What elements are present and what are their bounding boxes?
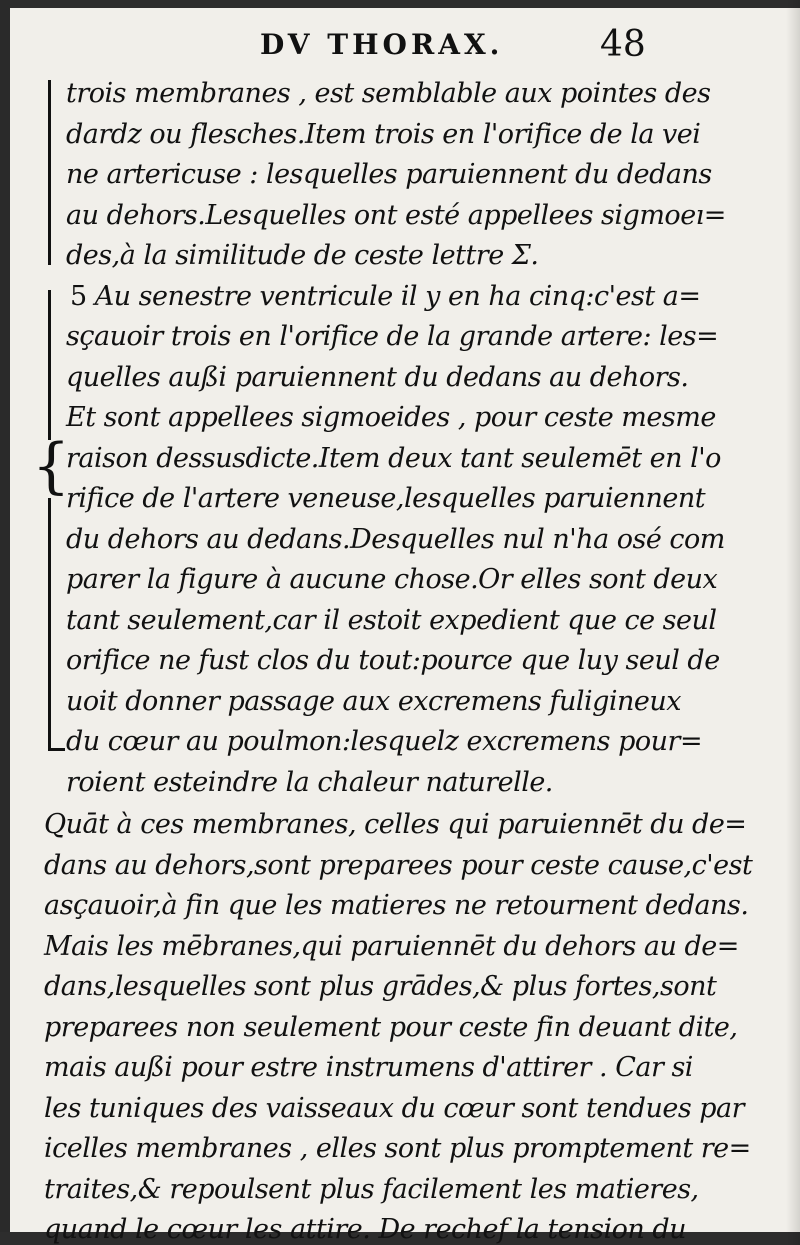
margin-bracket xyxy=(48,498,65,751)
margin-bracket xyxy=(48,80,59,265)
text-span: Au senestre ventricule il y en ha cinq:c'est a= xyxy=(94,280,701,312)
text-line: asçauoir,à fin que les matieres ne retournent dedans. xyxy=(44,890,749,921)
page-shadow xyxy=(786,0,800,1245)
text-line: mais außi pour estre instrumens d'attirer . Car si xyxy=(44,1052,693,1083)
text-line: raison dessusdicte.Item deux tant seulemēt en l'o xyxy=(66,442,721,474)
text-line: preparees non seulement pour ceste fin deuant dite, xyxy=(44,1011,738,1043)
text-line: parer la figure à aucune chose.Or elles sont deux xyxy=(66,564,718,595)
text-line: tant seulement,car il estoit expedient que ce seul xyxy=(66,604,717,636)
text-line: des,à la similitude de ceste lettre Σ. xyxy=(66,240,539,271)
text-line: uoit donner passage aux excremens fuligineux xyxy=(66,685,682,717)
text-line: orifice ne fust clos du tout:pource que luy seul de xyxy=(66,645,720,676)
text-line: Mais les mēbranes,qui paruiennēt du dehors au de= xyxy=(44,930,739,962)
text-line: les tuniques des vaisseaux du cœur sont tendues par xyxy=(44,1092,745,1124)
section-number: 5 xyxy=(70,280,87,312)
running-head: DV THORAX. xyxy=(260,28,504,61)
text-line xyxy=(70,281,701,313)
margin-bracket xyxy=(48,290,59,440)
text-line: dans,lesquelles sont plus grādes,& plus fortes,sont xyxy=(44,971,717,1002)
text-line: au dehors.Lesquelles ont esté appellees sigmoeı= xyxy=(66,199,726,231)
text-line: quand le cœur les attire. De rechef la tension du xyxy=(44,1214,687,1245)
page-number: 48 xyxy=(600,24,646,65)
text-line: ne artericuse : lesquelles paruiennent du dedans xyxy=(66,159,712,190)
scan-edge-left xyxy=(0,0,10,1245)
text-line: roient esteindre la chaleur naturelle. xyxy=(66,766,553,798)
text-line: dans au dehors,sont preparees pour ceste cause,c'est xyxy=(44,849,753,881)
text-line: Quāt à ces membranes, celles qui paruiennēt du de= xyxy=(44,809,747,840)
text-line: quelles außi paruiennent du dedans au dehors. xyxy=(66,361,689,393)
text-line: dardz ou flesches.Item trois en l'orifice de la vei xyxy=(66,118,701,150)
text-line: traites,& repoulsent plus facilement les matieres, xyxy=(44,1173,699,1205)
text-line: du dehors au dedans.Desquelles nul n'ha osé com xyxy=(66,523,725,555)
text-line: sçauoir trois en l'orifice de la grande artere: les= xyxy=(66,321,719,352)
scan-edge-top xyxy=(0,0,800,8)
text-line: du cœur au poulmon:lesquelz excremens pour= xyxy=(66,726,703,757)
text-line: rifice de l'artere veneuse,lesquelles paruiennent xyxy=(66,483,706,514)
text-line: icelles membranes , elles sont plus promptement re= xyxy=(44,1133,751,1164)
text-line: Et sont appellees sigmoeides , pour ceste mesme xyxy=(66,402,716,433)
margin-brace: { xyxy=(32,431,71,501)
text-line: trois membranes , est semblable aux pointes des xyxy=(66,78,711,109)
